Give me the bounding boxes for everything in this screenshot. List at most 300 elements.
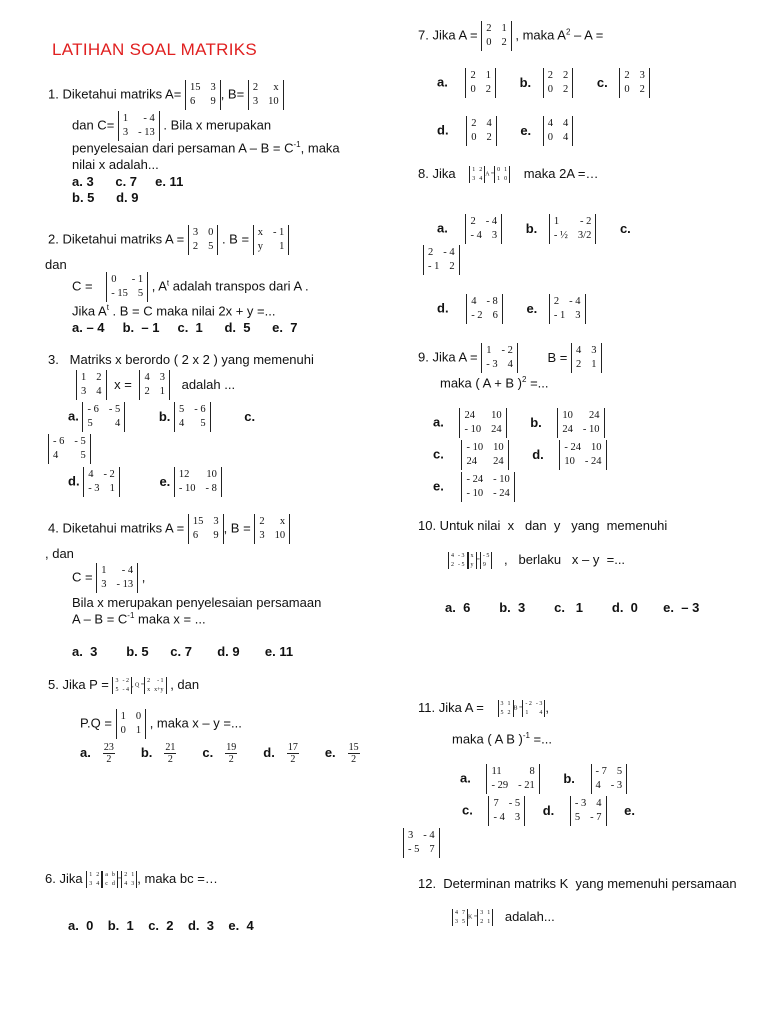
- question-7-line-1: 7. Jika A = 2 1 0 2 , maka $A^2$ – A =: [418, 21, 603, 51]
- matrix-cell: 3: [213, 516, 219, 527]
- matrix-cell: 10: [206, 469, 217, 480]
- matrix-row: [101, 564, 133, 578]
- option-b-matrix: [543, 68, 574, 98]
- matrix-cell: 24: [466, 456, 477, 468]
- matrix-cell: 2: [96, 872, 100, 879]
- matrix-row: [548, 117, 569, 131]
- option-c-matrix: [619, 68, 650, 98]
- matrix-cell: 2: [192, 241, 199, 253]
- fraction-denominator: 2: [290, 754, 296, 765]
- matrix-cell: - 21: [518, 780, 535, 792]
- matrix-row: [464, 409, 501, 423]
- matrix-cell: 8: [529, 766, 535, 777]
- matrix-row: [486, 36, 507, 50]
- matrix-cell: - 10: [493, 474, 510, 485]
- matrix-cell: 2: [259, 516, 265, 527]
- matrix-row: [144, 385, 165, 399]
- matrix-cell: - 6: [194, 404, 206, 415]
- question-9-line-1: 9. Jika A = 1 - 2 - 3 4 B = 4 3 2 1: [418, 343, 602, 373]
- matrix-row: [464, 423, 501, 437]
- matrix-cell: 3: [89, 880, 93, 887]
- option-label: e.: [324, 744, 336, 760]
- matrix-cell: 1: [101, 565, 107, 576]
- matrix-row: [123, 126, 155, 140]
- matrix-cell: 1: [472, 167, 476, 174]
- matrix-left: [452, 909, 468, 926]
- matrix-cell: 0: [624, 84, 630, 96]
- matrix-row: [554, 229, 591, 243]
- matrix-cell: 2: [553, 296, 560, 307]
- matrix-row: [179, 403, 206, 417]
- matrix-cell: 0: [135, 711, 142, 722]
- option-e-matrix: [174, 467, 222, 497]
- matrix-right: [494, 166, 510, 183]
- matrix-row: [89, 871, 99, 879]
- fraction-numerator: 21: [165, 742, 176, 753]
- matrix-cell: 1: [553, 216, 560, 227]
- matrix-cell: 11: [491, 766, 502, 777]
- matrix-row: [483, 561, 490, 569]
- question-8-options-row-2: d. 4 - 8 - 2 6 e. 2 - 4 - 1 3: [437, 294, 586, 324]
- question-12-line-1: 12. Determinan matriks K yang memenuhi persamaan: [418, 876, 737, 891]
- matrix-cell: 24: [491, 424, 502, 436]
- matrix-cell: 10: [491, 410, 502, 421]
- question-1-line-2: dan C= 1 - 4 3 - 13 . Bila x merupakan: [72, 111, 271, 141]
- matrix-cell: 2: [451, 561, 454, 568]
- matrix-cell: - 2: [471, 310, 483, 322]
- question-11-line-1: 11. Jika A = 3 1 5 2 B = - 2 - 3 1 4 ,: [418, 700, 550, 716]
- matrix-row: [87, 417, 120, 431]
- matrix-row: [486, 358, 513, 372]
- matrix-cell: 5: [200, 418, 206, 430]
- option-fraction: [225, 742, 237, 765]
- matrix-row: [480, 909, 490, 917]
- matrix-cell: - 4: [423, 830, 435, 841]
- question-4-line-3: C = 1 - 4 3 - 13 ,: [72, 563, 145, 593]
- matrix-cell: 1: [591, 359, 597, 371]
- matrix-cell: 1: [507, 701, 511, 708]
- matrix-cell: 5: [179, 404, 185, 415]
- matrix-row: [486, 344, 513, 358]
- matrix-cell: 3: [115, 678, 119, 685]
- matrix-cell: 2: [624, 70, 630, 81]
- matrix-cell: - 10: [464, 424, 482, 436]
- matrix-cell: 3: [591, 345, 597, 356]
- question-5-line-1: 5. Jika P = 3 - 2 5 - 4 , Q = 2 - 1 x x+y , dan: [48, 677, 200, 693]
- matrix-cell: 3: [210, 82, 216, 93]
- matrix-cell: 4: [96, 880, 100, 887]
- matrix-row: [115, 686, 129, 694]
- matrix-b: [254, 514, 290, 544]
- matrix-row: [480, 918, 490, 926]
- question-9-line-2: maka ( A + B )$^2$ =...: [440, 375, 549, 391]
- matrix-cell: 4: [563, 118, 569, 129]
- fraction-denominator: 2: [351, 754, 357, 765]
- question-8-option-c: [423, 245, 460, 275]
- question-9-options-row-3: e. - 24 - 10 - 10 - 24: [433, 472, 515, 502]
- matrix-b: [253, 225, 290, 255]
- matrix-a: [188, 225, 219, 255]
- matrix-cell: - 4: [569, 296, 581, 307]
- matrix-a: [481, 343, 518, 373]
- matrix-row: [575, 811, 602, 825]
- question-3-equation: 1 2 3 4 x = 4 3 2 1 adalah ...: [76, 370, 235, 400]
- matrix-cell: 1: [159, 386, 165, 398]
- matrix-cell: - 4: [121, 565, 134, 576]
- matrix-cell: - 13: [116, 579, 134, 591]
- matrix-cell: 5: [80, 450, 86, 462]
- matrix-cell: 2: [428, 247, 434, 258]
- option-c-matrix: [488, 796, 525, 826]
- matrix-row: [471, 561, 474, 569]
- question-6-options: a. 0 b. 1 c. 2 d. 3 e. 4: [68, 918, 254, 933]
- matrix-row: [111, 273, 143, 287]
- question-10-options: a. 6 b. 3 c. 1 d. 0 e. – 3: [445, 600, 700, 615]
- matrix-a: [188, 514, 224, 544]
- matrix-row: [471, 117, 492, 131]
- question-11-option-e: [403, 828, 440, 858]
- page-title: LATIHAN SOAL MATRIKS: [52, 40, 258, 59]
- question-12-equation: 4 7 3 5 K = 3 1 2 1 adalah...: [452, 909, 555, 926]
- matrix-row: [472, 166, 482, 174]
- matrix-cell: 2: [639, 84, 645, 96]
- question-9-options-row-1: a. 24 10 - 10 24 b. 10 24 24 - 10: [433, 408, 605, 438]
- matrix-cell: - 24: [466, 474, 484, 485]
- matrix-cell: 0: [547, 84, 554, 96]
- matrix-row: [548, 83, 569, 97]
- matrix-right: [477, 909, 493, 926]
- matrix-row: [259, 529, 285, 543]
- matrix-cell: 5: [500, 709, 504, 716]
- matrix-cell: 3: [491, 230, 498, 242]
- question-1-options-2: b. 5 d. 9: [72, 190, 139, 205]
- matrix-cell: 1: [122, 113, 129, 124]
- option-label: d.: [263, 744, 275, 760]
- matrix-right: [121, 871, 137, 888]
- matrix-row: [470, 83, 491, 97]
- matrix-row: [471, 295, 498, 309]
- matrix-cell: - 2: [103, 469, 115, 480]
- matrix-cell: 4: [547, 118, 554, 129]
- matrix-cell: 2: [480, 918, 484, 925]
- matrix-cell: 5: [87, 418, 93, 430]
- matrix-cell: 2: [470, 70, 476, 81]
- matrix-cell: 1: [120, 711, 126, 722]
- matrix-row: [554, 215, 591, 229]
- matrix-cell: - 5: [458, 561, 465, 568]
- question-8-line-1: 8. Jika 1 2 3 4 A = 0 1 1 0 maka 2A =…: [418, 166, 599, 182]
- matrix-cell: 2: [252, 82, 259, 93]
- matrix-cell: 3: [455, 918, 458, 925]
- matrix-row: [624, 69, 645, 83]
- matrix-cell: 2: [563, 84, 569, 96]
- matrix-row: [493, 811, 520, 825]
- matrix-cell: 7: [429, 844, 435, 856]
- matrix-row: [624, 83, 645, 97]
- fraction-numerator: 17: [287, 742, 298, 753]
- matrix-cell: 3: [575, 310, 581, 322]
- question-7-options-row-1: a. 2 1 0 2 b. 2 2 0 2 c. 2 3 0 2: [437, 68, 650, 98]
- matrix-cell: 2: [471, 118, 477, 129]
- matrix-cell: - 1: [131, 274, 144, 285]
- matrix-cell: 1: [279, 241, 285, 253]
- matrix-cell: - 7: [595, 766, 607, 777]
- matrix-row: [554, 309, 581, 323]
- matrix-row: [259, 515, 285, 529]
- matrix-cell: 2: [96, 372, 102, 383]
- matrix-cell: 1: [501, 23, 507, 34]
- matrix-row: [115, 677, 129, 685]
- option-e-matrix: [461, 472, 514, 502]
- fraction-denominator: 2: [228, 754, 234, 765]
- matrix-cell: - 5: [408, 844, 420, 856]
- matrix-row: [471, 552, 474, 560]
- matrix-row: [562, 409, 599, 423]
- matrix-coefficients: [448, 552, 468, 569]
- matrix-cell: d: [111, 880, 115, 887]
- matrix-cell: 10: [274, 530, 286, 542]
- matrix-row: [101, 578, 133, 592]
- matrix-a: [498, 700, 514, 717]
- option-a-matrix: [459, 408, 506, 438]
- matrix-cell: - 15: [111, 288, 128, 300]
- matrix-cell: y: [257, 241, 263, 253]
- matrix-cell: 0: [208, 227, 214, 238]
- matrix-row: [81, 371, 102, 385]
- matrix-row: [562, 423, 599, 437]
- question-8-options-row-1: a. 2 - 4 - 4 3 b. 1 - 2 - ½ 3/2 c.: [437, 214, 631, 244]
- matrix-cell: 4: [563, 132, 569, 144]
- matrix-constants: [480, 552, 493, 569]
- matrix-cell: x: [147, 686, 151, 693]
- matrix-cell: 24: [589, 410, 600, 421]
- matrix-cell: - 24: [584, 456, 602, 468]
- matrix-cell: 4: [88, 469, 94, 480]
- matrix-cell: 10: [591, 442, 602, 453]
- matrix-row: [491, 779, 534, 793]
- matrix-row: [179, 417, 206, 431]
- matrix-cell: 1: [487, 910, 491, 917]
- matrix-cell: - 6: [87, 404, 99, 415]
- matrix-row: [466, 473, 509, 487]
- matrix-cell: 12: [178, 469, 190, 480]
- matrix-cell: 15: [192, 516, 204, 527]
- matrix-cell: 0: [120, 725, 126, 737]
- matrix-row: [548, 131, 569, 145]
- matrix-cell: - 5: [108, 404, 121, 415]
- matrix-cell: - 4: [143, 113, 155, 124]
- matrix-cell: 3: [192, 227, 199, 238]
- matrix-cell: 2: [147, 678, 151, 685]
- matrix-cell: - 2: [501, 345, 513, 356]
- matrix-cell: 5: [137, 288, 144, 300]
- matrix-cell: - 8: [486, 296, 498, 307]
- matrix-cell: - 24: [564, 442, 582, 453]
- matrix-row: [497, 175, 507, 183]
- matrix-cell: - 1: [157, 678, 164, 685]
- matrix-cell: - 1: [553, 310, 566, 322]
- matrix-cell: 2: [486, 23, 492, 34]
- option-c-matrix: [423, 245, 460, 275]
- matrix-row: [87, 403, 120, 417]
- matrix-row: [466, 441, 503, 455]
- question-4-line-5: $A - B = C^{-1}$ maka x = ...: [72, 611, 206, 627]
- matrix-cell: - 10: [582, 424, 600, 436]
- matrix-cell: 4: [539, 709, 543, 716]
- matrix-cell: 9: [210, 96, 216, 108]
- matrix-row: [121, 710, 142, 724]
- matrix-cell: 4: [486, 118, 492, 129]
- matrix-cell: b: [111, 872, 115, 879]
- question-10-equation: 4 - 3 2 - 5 x y = - 5 9 , berlaku x – y =...: [448, 552, 625, 569]
- question-3-option-c: [48, 434, 91, 464]
- option-b-matrix: [549, 214, 596, 244]
- matrix-row: [147, 686, 163, 694]
- matrix-cell: - 10: [466, 442, 484, 453]
- matrix-cell: 4: [479, 175, 483, 182]
- matrix-cell: 0: [486, 37, 492, 49]
- matrix-cell: - 3: [486, 359, 498, 371]
- matrix-a: [481, 21, 512, 51]
- matrix-cell: 4: [53, 450, 59, 462]
- option-d-matrix: [466, 294, 503, 324]
- matrix-cell: 24: [464, 410, 475, 421]
- matrix-cell: 0: [497, 167, 501, 174]
- matrix-cell: 5: [462, 918, 465, 925]
- matrix-row: [470, 215, 497, 229]
- matrix-row: [501, 709, 511, 717]
- matrix-cell: 3: [122, 127, 129, 139]
- option-d-matrix: [559, 440, 606, 470]
- matrix-row: [576, 358, 597, 372]
- matrix-cell: 3: [472, 175, 476, 182]
- fraction-numerator: 15: [348, 742, 359, 753]
- matrix-row: [470, 229, 497, 243]
- matrix-cell: 4: [114, 418, 121, 430]
- matrix-cell: - 3: [535, 701, 543, 708]
- option-c-matrix: [461, 440, 508, 470]
- matrix-cell: - 5: [508, 798, 521, 809]
- matrix-cell: 2: [449, 261, 455, 273]
- matrix-cell: 0: [504, 175, 508, 182]
- question-2-line-2: dan: [45, 257, 67, 272]
- matrix-cell: - 24: [493, 488, 510, 500]
- matrix-a: [185, 80, 221, 110]
- fraction-numerator: 19: [226, 742, 237, 753]
- matrix-cell: - 4: [485, 216, 498, 227]
- matrix-row: [190, 81, 216, 95]
- matrix-cell: - 1: [272, 227, 285, 238]
- question-1-line-1: 1. Diketahui matriks A= 15 3 6 9 , B= 2 x 3 10: [48, 80, 284, 110]
- matrix-cell: x: [470, 553, 474, 560]
- matrix-cell: - 5: [482, 553, 490, 560]
- question-3-options-row-2: d. 4 - 2 - 3 1 e. 12 10 - 10 - 8: [68, 467, 222, 497]
- question-4-line-4: Bila x merupakan penyelesaian persamaan: [72, 595, 322, 610]
- matrix-row: [491, 765, 534, 779]
- matrix-cell: - 1: [428, 261, 440, 273]
- matrix-cell: 0: [471, 132, 477, 144]
- matrix-row: [470, 69, 491, 83]
- matrix-cell: 1: [109, 483, 115, 495]
- matrix-left: [469, 166, 485, 183]
- matrix-cell: 9: [482, 561, 486, 568]
- matrix-row: [471, 309, 498, 323]
- matrix-cell: 4: [595, 780, 601, 792]
- matrix-row: [451, 552, 465, 560]
- matrix-cell: 5: [616, 766, 623, 777]
- matrix-cell: 6: [192, 530, 199, 542]
- matrix-cell: - 3: [610, 780, 623, 792]
- matrix-row: [428, 260, 455, 274]
- matrix-cell: 3: [408, 830, 414, 841]
- matrix-row: [596, 765, 623, 779]
- matrix-row: [190, 95, 216, 109]
- matrix-row: [548, 69, 569, 83]
- matrix-cell: 3/2: [577, 230, 592, 242]
- question-2-line-3: C = 0 - 1 - 15 5 , $A^t$ adalah transpos dari A .: [72, 272, 309, 302]
- matrix-row: [564, 441, 601, 455]
- matrix-cell: 3: [639, 70, 645, 81]
- matrix-cell: 5: [208, 241, 214, 253]
- matrix-row: [258, 226, 285, 240]
- question-11-options-row-1: a. 11 8 - 29 - 21 b. - 7 5 4 - 3: [460, 764, 627, 794]
- matrix-row: [193, 515, 219, 529]
- matrix-cell: 4: [124, 880, 128, 887]
- matrix-cell: 4: [471, 296, 477, 307]
- question-10-line-1: 10. Untuk nilai x dan y yang memenuhi: [418, 518, 668, 533]
- matrix-cell: 3: [259, 530, 265, 542]
- matrix-pq: [116, 709, 147, 739]
- fraction-denominator: 2: [167, 754, 173, 765]
- matrix-cell: - 3: [574, 798, 587, 809]
- matrix-cell: 2: [124, 872, 128, 879]
- matrix-row: [471, 131, 492, 145]
- matrix-row: [497, 166, 507, 174]
- matrix-cell: x: [279, 516, 286, 527]
- question-3-line-1: 3. Matriks x berordo ( 2 x 2 ) yang memenuhi: [48, 352, 314, 367]
- matrix-cell: 15: [189, 82, 201, 93]
- matrix-cell: 4: [96, 386, 102, 398]
- matrix-cell: 2: [576, 359, 582, 371]
- matrix-row: [179, 468, 217, 482]
- option-label: a.: [80, 744, 91, 760]
- matrix-right: [139, 370, 170, 400]
- matrix-row: [53, 449, 86, 463]
- option-d-matrix: [466, 116, 497, 146]
- matrix-cell: 5: [574, 812, 581, 824]
- matrix-cell: 10: [493, 442, 504, 453]
- matrix-cell: 4: [576, 345, 582, 356]
- matrix-cell: x: [257, 227, 263, 238]
- matrix-row: [408, 843, 435, 857]
- matrix-c: [106, 272, 148, 302]
- matrix-row: [89, 880, 99, 888]
- matrix-cell: 2: [563, 70, 569, 81]
- matrix-cell: - ½: [553, 230, 568, 242]
- matrix-row: [525, 709, 542, 717]
- matrix-row: [123, 112, 155, 126]
- matrix-cell: 4: [596, 798, 602, 809]
- option-d-matrix: [83, 467, 120, 497]
- matrix-cell: 4: [451, 553, 454, 560]
- matrix-row: [554, 295, 581, 309]
- matrix-row: [455, 909, 465, 917]
- matrix-cell: - 8: [205, 483, 217, 495]
- matrix-row: [121, 724, 142, 738]
- matrix-cell: 1: [89, 872, 93, 879]
- matrix-cell: - 2: [579, 216, 592, 227]
- matrix-row: [193, 529, 219, 543]
